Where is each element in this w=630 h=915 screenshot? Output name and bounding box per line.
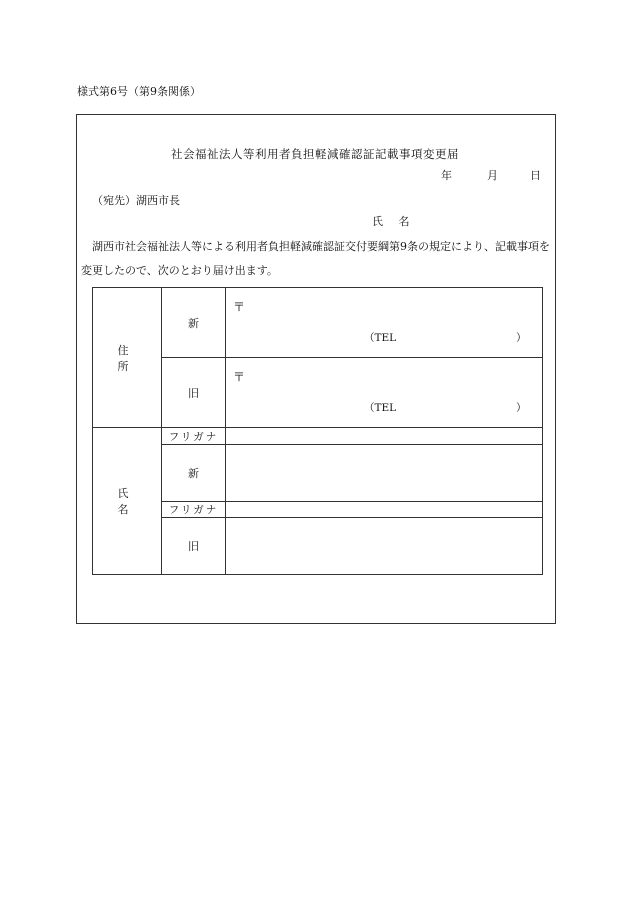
address-old-label: 旧 (162, 358, 226, 428)
name-new-label: 新 (162, 444, 226, 501)
date-day-label: 日 (530, 169, 541, 182)
address-old-field[interactable] (226, 358, 543, 428)
address-new-field[interactable] (226, 288, 543, 358)
name-new-field[interactable] (226, 444, 543, 501)
furigana-old-field[interactable] (226, 501, 543, 518)
body-text-line-1: 湖西市社会福祉法人等による利用者負担軽減確認証交付要綱第9条の規定により、記載事項を (92, 240, 550, 253)
postal-mark-old: 〒 (233, 370, 246, 385)
furigana-new-field[interactable] (226, 428, 543, 445)
form-title: 社会福祉法人等利用者負担軽減確認証記載事項変更届 (171, 147, 459, 161)
addressee: （宛先）湖西市長 (92, 194, 180, 207)
postal-mark-new: 〒 (233, 300, 246, 314)
name-label: 氏 名 (93, 428, 162, 575)
body-text-line-2: 変更したので、次のとおり届け出ます。 (81, 264, 278, 277)
change-info-table (92, 287, 543, 575)
tel-close-old: ） (516, 402, 527, 415)
tel-open-old: （TEL (364, 402, 397, 415)
date-month-label: 月 (487, 169, 498, 182)
date-year-label: 年 (441, 169, 452, 182)
form-number: 様式第6号（第9条関係） (77, 85, 201, 98)
tel-open-new: （TEL (364, 332, 397, 344)
applicant-name-label: 氏 名 (372, 215, 416, 228)
tel-close-new: ） (516, 332, 527, 344)
address-new-label: 新 (162, 288, 226, 358)
furigana-old-label: フリガナ (162, 501, 226, 518)
furigana-new-label: フリガナ (162, 428, 226, 445)
name-old-label: 旧 (162, 518, 226, 575)
address-label: 住 所 (93, 288, 162, 428)
name-old-field[interactable] (226, 518, 543, 575)
